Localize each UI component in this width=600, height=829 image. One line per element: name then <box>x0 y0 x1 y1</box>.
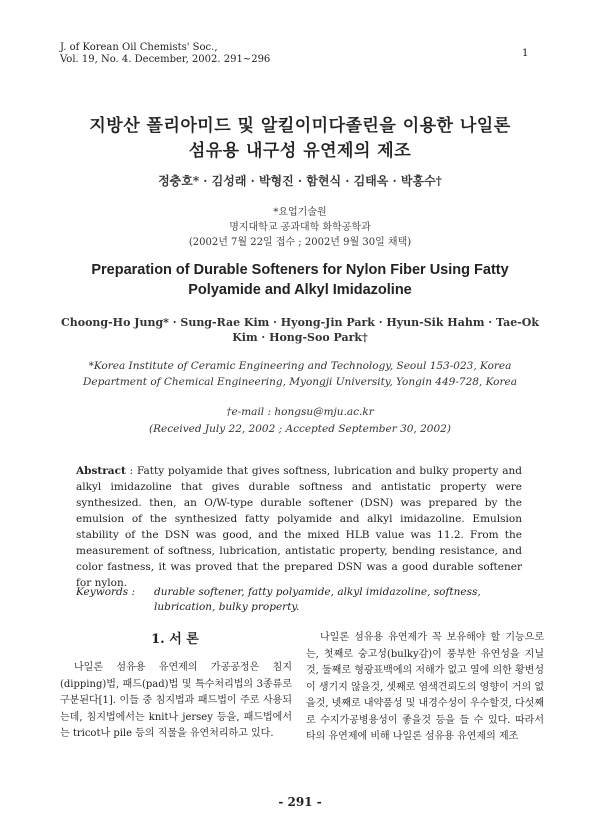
korean-title-line-1: 지방산 폴리아미드 및 알킬이미다졸린을 이용한 나일론 <box>89 116 511 136</box>
right-paragraph: 나일론 섬유용 유연제가 꼭 보유해야 할 기능으로는, 첫째로 숭고성(bulky감)이 풍부한 유연성을 지닐것, 둘째로 형광표백에의 저해가 없고 열에 의한 황변성이 생기지 않을것, 셋째로 염색견뢰도의 영향이 거의 없을것, 넷째로 내약품성 및 내경수성이 우수할것, 다섯째로 수지가공병용성이 좋을것 등을 들 수 있다. 따라서 타의 유연제에 비해 나일론 섬유용 유연제의 제조 <box>306 632 544 742</box>
left-paragraph: 나일론 섬유용 유연제의 가공공정은 침지(dipping)법, 패드(pad)법 및 특수처리법의 3종류로 구분된다[1]. 이들 중 침지법과 패드법이 주로 사용되는데, 침지법에서는 knit나 jersey 등을, 패드법에서는 tricot나 pile 등의 직물을 유연처리하고 있다. <box>60 662 292 739</box>
korean-affiliation-1: *요업기술원 <box>273 207 327 218</box>
english-title-line-1: Preparation of Durable Softeners for Nylon Fiber Using Fatty <box>91 262 509 278</box>
keywords <box>76 585 526 615</box>
abstract-text: : Fatty polyamide that gives softness, lubrication and bulky property and alkyl imidazoline that gives durable softness and antistatic property were synthesized. then, an O/W-type durable softener (DSN) was prepared by the emulsion of the synthesized fatty polyamide and alkyl imidazoline. Emulsion stability of the DSN was good, and the mixed HLB value was 11.2. From the measurement of softness, lubrication, antistatic property, bending resistance, and color fastness, it was proved that the prepared DSN was a good durable softener for nylon. <box>76 465 522 589</box>
korean-title-line-2: 섬유용 내구성 유연제의 제조 <box>188 141 412 161</box>
korean-received-dates: (2002년 7월 22일 접수 ; 2002년 9월 30일 채택) <box>188 237 412 248</box>
received-dates: (Received July 22, 2002 ; Accepted September 30, 2002) <box>149 423 451 435</box>
english-affiliation-2: Department of Chemical Engineering, Myongji University, Yongin 449-728, Korea <box>82 376 517 388</box>
english-authors-line-1: Choong-Ho Jung* · Sung-Rae Kim · Hyong-Jin Park · Hyun-Sik Hahm · Tae-Ok <box>61 316 539 329</box>
corresponding-email: †e-mail : hongsu@mju.ac.kr <box>226 406 374 418</box>
english-affiliation-1: *Korea Institute of Ceramic Engineering and Technology, Seoul 153-023, Korea <box>88 360 512 372</box>
page-number-bottom: - 291 - <box>278 795 322 809</box>
abstract <box>76 463 522 591</box>
section-heading-introduction: 1. 서 론 <box>151 632 199 647</box>
korean-affiliation-2: 명지대학교 공과대학 화학공학과 <box>229 222 371 233</box>
right-column-text <box>306 630 544 746</box>
keywords-text: durable softener, fatty polyamide, alkyl imidazoline, softness, lubrication, bulky property. <box>154 586 481 613</box>
journal-volume: Vol. 19, No. 4. December, 2002. 291~296 <box>60 54 271 65</box>
journal-citation <box>60 42 270 66</box>
keywords-label: Keywords : <box>76 586 136 598</box>
left-column-text <box>60 660 292 743</box>
journal-name: J. of Korean Oil Chemists' Soc., <box>60 42 218 53</box>
english-authors-line-2: Kim · Hong-Soo Park† <box>232 331 368 344</box>
abstract-label: Abstract <box>76 465 126 477</box>
page-number-top: 1 <box>522 48 529 59</box>
korean-authors: 정충호* · 김성래 · 박형진 · 함현식 · 김태옥 · 박홍수† <box>158 174 442 188</box>
english-title-line-2: Polyamide and Alkyl Imidazoline <box>188 282 412 298</box>
